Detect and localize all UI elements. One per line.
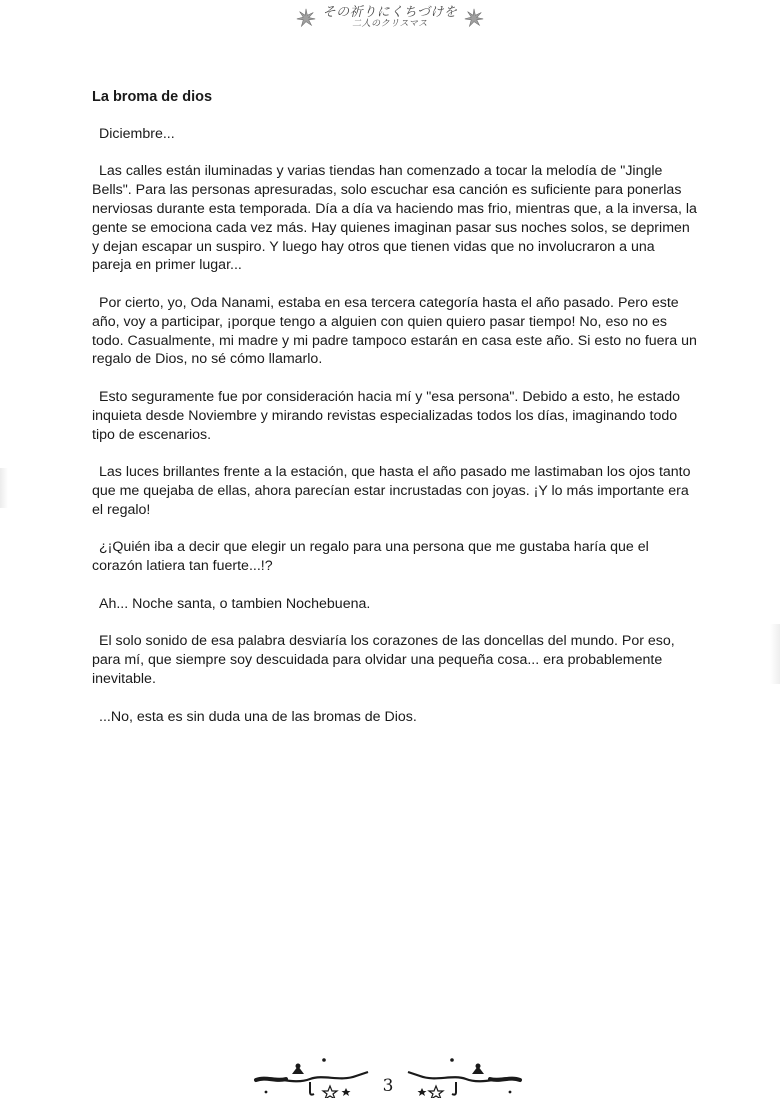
page-footer (0, 1052, 780, 1102)
paragraph: Diciembre... (99, 125, 175, 142)
header-subtitle: 二人のクリスマス (352, 18, 428, 29)
page-body (92, 88, 701, 745)
christmas-ribbon-ornament-icon (404, 1052, 524, 1098)
header-group (295, 6, 486, 29)
snowflake-star-icon (463, 7, 485, 29)
paragraph: Las calles están iluminadas y varias tiendas han comenzado a tocar la melodía de "Jingle Bells". Para las personas apresuradas, solo escuchar esa canción es suficiente para ponerlas nerviosas durante esta temporada. Día a día va haciendo mas frio, mientras que, a la inversa, la gente se emociona cada vez más. Hay quienes imaginan pasar sus noches solos, se deprimen y dejan escapar un suspiro. Y luego hay otros que tienen vidas que no involucraron a una pareja en primer lugar... (92, 163, 701, 274)
page-header (0, 6, 780, 40)
paragraph: Esto seguramente fue por consideración hacia mí y "esa persona". Debido a esto, he estado inquieta desde Noviembre y mirando revistas especializadas todos los días, imaginando todo tipo de escenarios. (92, 388, 685, 443)
paragraph: Por cierto, yo, Oda Nanami, estaba en esa tercera categoría hasta el año pasado. Pero este año, voy a participar, ¡porque tengo a alguien con quien quiero pasar tiempo! No, eso no es todo. Casualmente, mi madre y mi padre tampoco estarán en casa este año. Si esto no fuera un regalo de Dios, no sé cómo llamarlo. (92, 294, 701, 368)
paragraph: El solo sonido de esa palabra desviaría los corazones de las doncellas del mundo. Por eso, para mí, que siempre soy descuidada para olvidar una pequeña cosa... era probablemente inevitable. (92, 633, 679, 687)
page-edge-shadow-right (770, 624, 780, 684)
page-number: 3 (382, 1076, 394, 1096)
paragraph: Ah... Noche santa, o tambien Nochebuena. (99, 595, 371, 612)
paragraph: ¿¡Quién iba a decir que elegir un regalo para una persona que me gustaba haría que el corazón latiera tan fuerte...!? (92, 539, 653, 575)
paragraph: Las luces brillantes frente a la estación, que hasta el año pasado me lastimaban los ojos tanto que me quejaba de ellas, ahora parecían estar incrustadas con joyas. ¡Y lo más importante era el regalo! (92, 464, 695, 518)
header-text (323, 6, 458, 29)
header-title: その祈りにくちづけを (322, 5, 458, 20)
chapter-title: La broma de dios (92, 89, 213, 105)
christmas-ribbon-ornament-icon (252, 1052, 372, 1098)
page-edge-shadow-left (0, 468, 8, 508)
snowflake-star-icon (295, 7, 317, 29)
paragraph: ...No, esta es sin duda una de las bromas de Dios. (99, 708, 417, 725)
